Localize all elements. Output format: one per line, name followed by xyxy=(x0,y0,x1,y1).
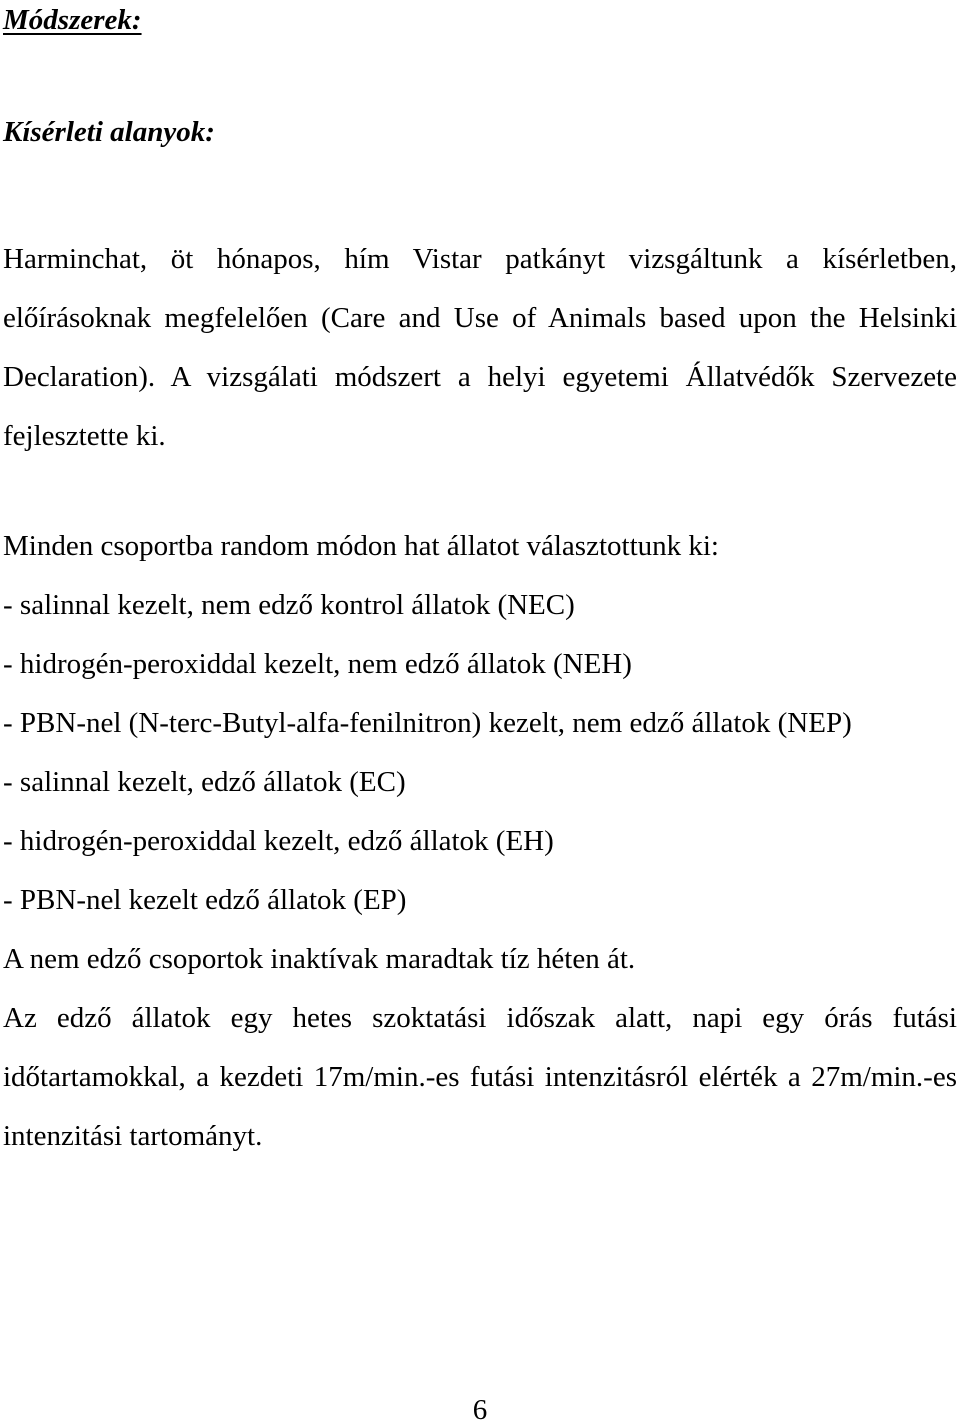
inactive-note: A nem edző csoportok inaktívak maradtak tíz héten át. xyxy=(3,943,636,975)
group-list-item: - salinnal kezelt, edző állatok (EC) xyxy=(3,766,406,798)
group-list-item: - hidrogén-peroxiddal kezelt, nem edző állatok (NEH) xyxy=(3,648,632,680)
group-list-item: - salinnal kezelt, nem edző kontrol állatok (NEC) xyxy=(3,589,575,621)
group-list-item: - PBN-nel kezelt edző állatok (EP) xyxy=(3,884,407,916)
groups-intro: Minden csoportba random módon hat állatot választottunk ki: xyxy=(3,530,719,562)
intro-paragraph: Harminchat, öt hónapos, hím Vistar patkányt vizsgáltunk a kísérletben, előírásoknak megfelelően (Care and Use of Animals based upon the Helsinki Declaration). A vizsgálati módszert a helyi egyetemi Állatvédők Szervezete fejlesztette ki. xyxy=(3,243,957,452)
group-list-item: - hidrogén-peroxiddal kezelt, edző állatok (EH) xyxy=(3,825,554,857)
page-number: 6 xyxy=(472,1394,488,1426)
section-title: Módszerek: xyxy=(3,4,142,36)
group-list-item: - PBN-nel (N-terc-Butyl-alfa-fenilnitron) kezelt, nem edző állatok (NEP) xyxy=(3,707,852,739)
training-paragraph: Az edző állatok egy hetes szoktatási időszak alatt, napi egy órás futási időtartamokkal, a kezdeti 17m/min.-es futási intenzitásról elérték a 27m/min.-es intenzitási tartományt. xyxy=(3,1002,957,1152)
groups-section xyxy=(3,517,957,1166)
subsection-title: Kísérleti alanyok: xyxy=(3,116,215,148)
